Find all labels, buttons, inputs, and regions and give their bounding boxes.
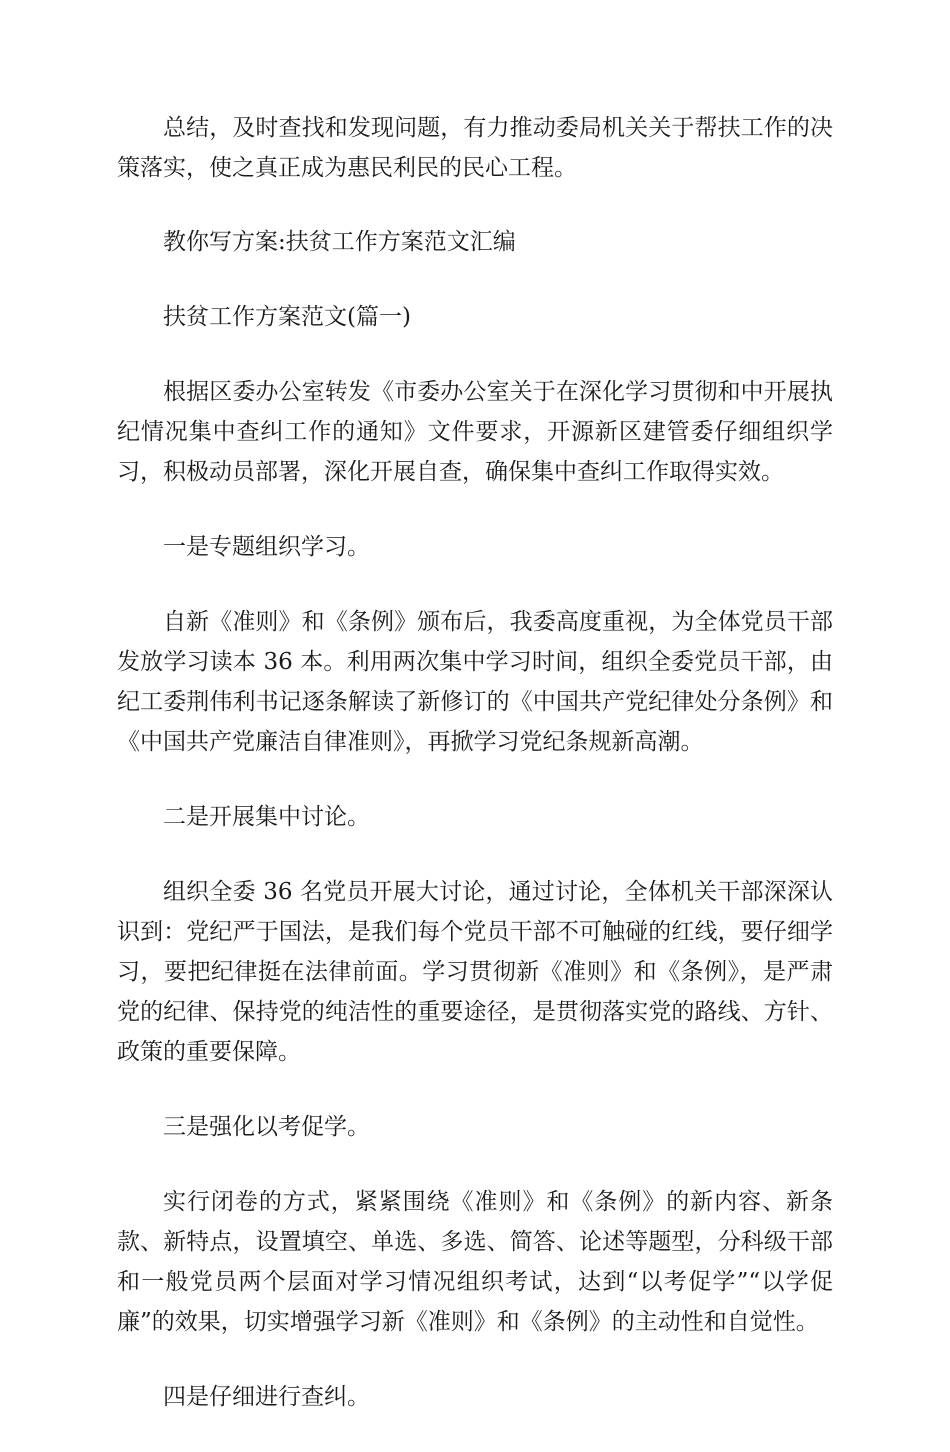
section-heading-1: 一是专题组织学习。 [163, 534, 370, 560]
section-heading-3: 三是强化以考促学。 [163, 1114, 370, 1140]
paragraph-collection-title: 教你写方案:扶贫工作方案范文汇编 [163, 229, 516, 255]
section-heading-2: 二是开展集中讨论。 [163, 804, 370, 830]
document-page [117, 108, 833, 1452]
paragraph-section-2: 组织全委 36 名党员开展大讨论，通过讨论，全体机关干部深深认识到：党纪严于国法，是我们每个党员干部不可触碰的红线，要仔细学习，要把纪律挺在法律前面。学习贯彻新《准则》和《条例》，是严肃党的纪律、保持党的纯洁性的重要途径，是贯彻落实党的路线、方针、政策的重要保障。 [117, 879, 833, 1065]
paragraph-section-1: 自新《准则》和《条例》颁布后，我委高度重视，为全体党员干部发放学习读本 36 本。利用两次集中学习时间，组织全委党员干部，由纪工委荆伟利书记逐条解读了新修订的《中国共产党纪律处分条例》和《中国共产党廉洁自律准则》，再掀学习党纪条规新高潮。 [117, 609, 833, 755]
paragraph-article-title: 扶贫工作方案范文(篇一) [163, 304, 411, 330]
paragraph-intro: 根据区委办公室转发《市委办公室关于在深化学习贯彻和中开展执纪情况集中查纠工作的通知》文件要求，开源新区建管委仔细组织学习，积极动员部署，深化开展自查，确保集中查纠工作取得实效。 [117, 379, 833, 485]
section-heading-4: 四是仔细进行查纠。 [163, 1384, 370, 1410]
paragraph-summary: 总结，及时查找和发现问题，有力推动委局机关关于帮扶工作的决策落实，使之真正成为惠民利民的民心工程。 [117, 115, 833, 181]
paragraph-section-3: 实行闭卷的方式，紧紧围绕《准则》和《条例》的新内容、新条款、新特点，设置填空、单选、多选、简答、论述等题型，分科级干部和一般党员两个层面对学习情况组织考试，达到“以考促学”“以学促廉”的效果，切实增强学习新《准则》和《条例》的主动性和自觉性。 [117, 1189, 833, 1335]
